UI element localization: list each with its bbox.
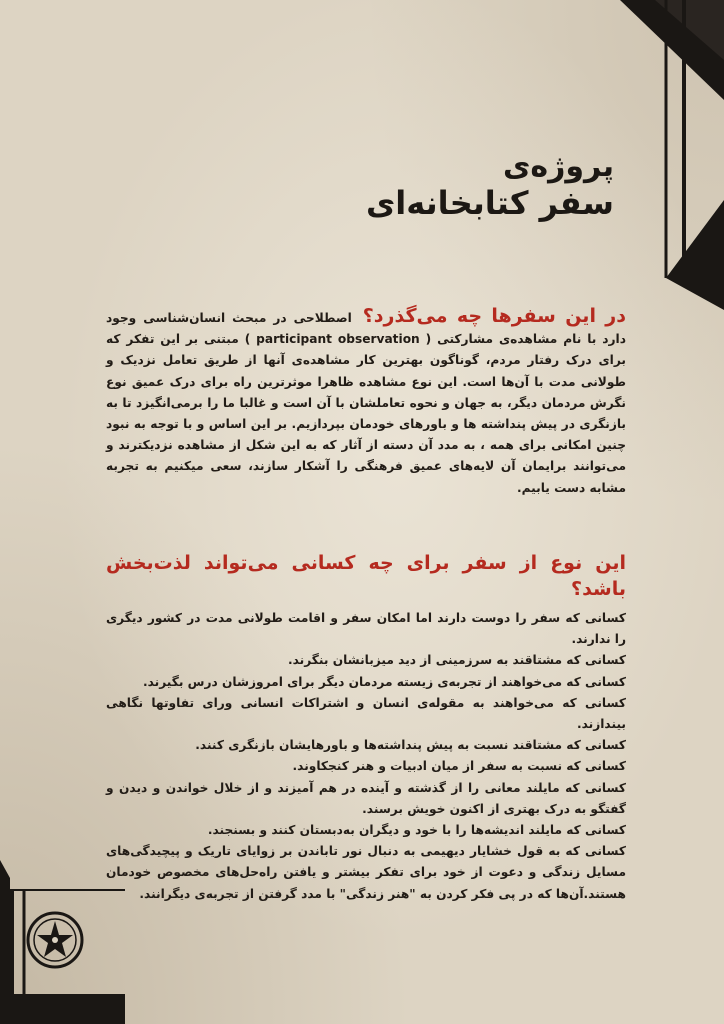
page-title	[294, 150, 614, 221]
list-item: کسانی که سفر را دوست دارند اما امکان سفر و اقامت طولانی مدت در کشور دیگری را ندارند.	[106, 611, 626, 647]
list-item: کسانی که به قول خشایار دیهیمی به دنبال نور تاباندن بر زوایای تاریک و پیچیدگی‌های مسایل زندگی و دعوت از خود برای تفکر بیشتر و یافتن راه‌حل‌های مخصوص خودمان هستند.آن‌ها که در پی فکر کردن به "هنر زندگی" با مدد گرفتن از تجربه‌ی دیگرانند.	[106, 844, 626, 901]
list-item: کسانی که مشتاقند به سرزمینی از دید میزبانشان بنگرند.	[287, 653, 626, 668]
section-who-enjoys	[106, 550, 626, 905]
title-line-library-journey: سفر کتابخانه‌ای	[365, 183, 614, 222]
section-body-what-happens: اصطلاحی در مبحث انسان‌شناسی وجود دارد با نام مشاهده‌ی مشارکتی ( participant observation ) مبتنی بر این تفکر که برای درک رفتار مردم، گوناگون بهترین کار مشاهده‌ی آنها از طریق تعامل نزدیک و طولانی مدت با آن‌ها است. این نوع مشاهده ظاهرا موثرترین راه برای درک عمیق نوع نگرش مردمان دیگر، به جهان و نحوه تعاملشان با آن است و غالبا ما را برمی‌انگیزد تا به بازنگری در پیش پنداشته ها و باورهای خودمان بپردازیم. بر این اساس و با توجه به نبود چنین امکانی برای همه ، به مدد آن دسته از آثار که به این شکل از مشاهده نزدیکترند و می‌توانند برایمان آن لایه‌های عمیق فرهنگی را آشکار سازند، سعی میکنیم به تجربه مشابه دست یابیم.	[106, 311, 626, 495]
top-right-frame-decoration	[600, 0, 724, 310]
list-item: کسانی که می‌خواهند از تجربه‌ی زیسته مردمان دیگر برای امروزشان درس بگیرند.	[142, 674, 626, 689]
compass-star-icon	[26, 911, 84, 969]
section-heading-what-happens: در این سفرها چه می‌گذرد؟	[362, 305, 626, 327]
list-item: کسانی که می‌خواهند به مقوله‌ی انسان و اشتراکات انسانی ورای تفاوتها نگاهی بیندازند.	[106, 695, 626, 732]
list-item: کسانی که نسبت به سفر از میان ادبیات و هنر کنجکاوند.	[292, 759, 626, 774]
title-line-project: پروژه‌ی	[502, 149, 614, 184]
list-item: کسانی که مایلند اندیشه‌ها را با خود و دیگران به‌دبستان کنند و بسنجند.	[207, 823, 626, 838]
list-item: کسانی که مشتاقند نسبت به پیش پنداشته‌ها و باورهایشان بازنگری کنند.	[195, 738, 626, 753]
section-heading-who-enjoys: این نوع از سفر برای چه کسانی می‌تواند لذت‌بخش باشد؟	[106, 552, 626, 600]
section-what-happens	[106, 306, 626, 499]
list-item: کسانی که مایلند معانی را از گذشته و آینده در هم آمیزند و از خلال خواندن و دیدن و گفتگو به درک بهتری از اکنون خویش برسند.	[106, 780, 626, 816]
